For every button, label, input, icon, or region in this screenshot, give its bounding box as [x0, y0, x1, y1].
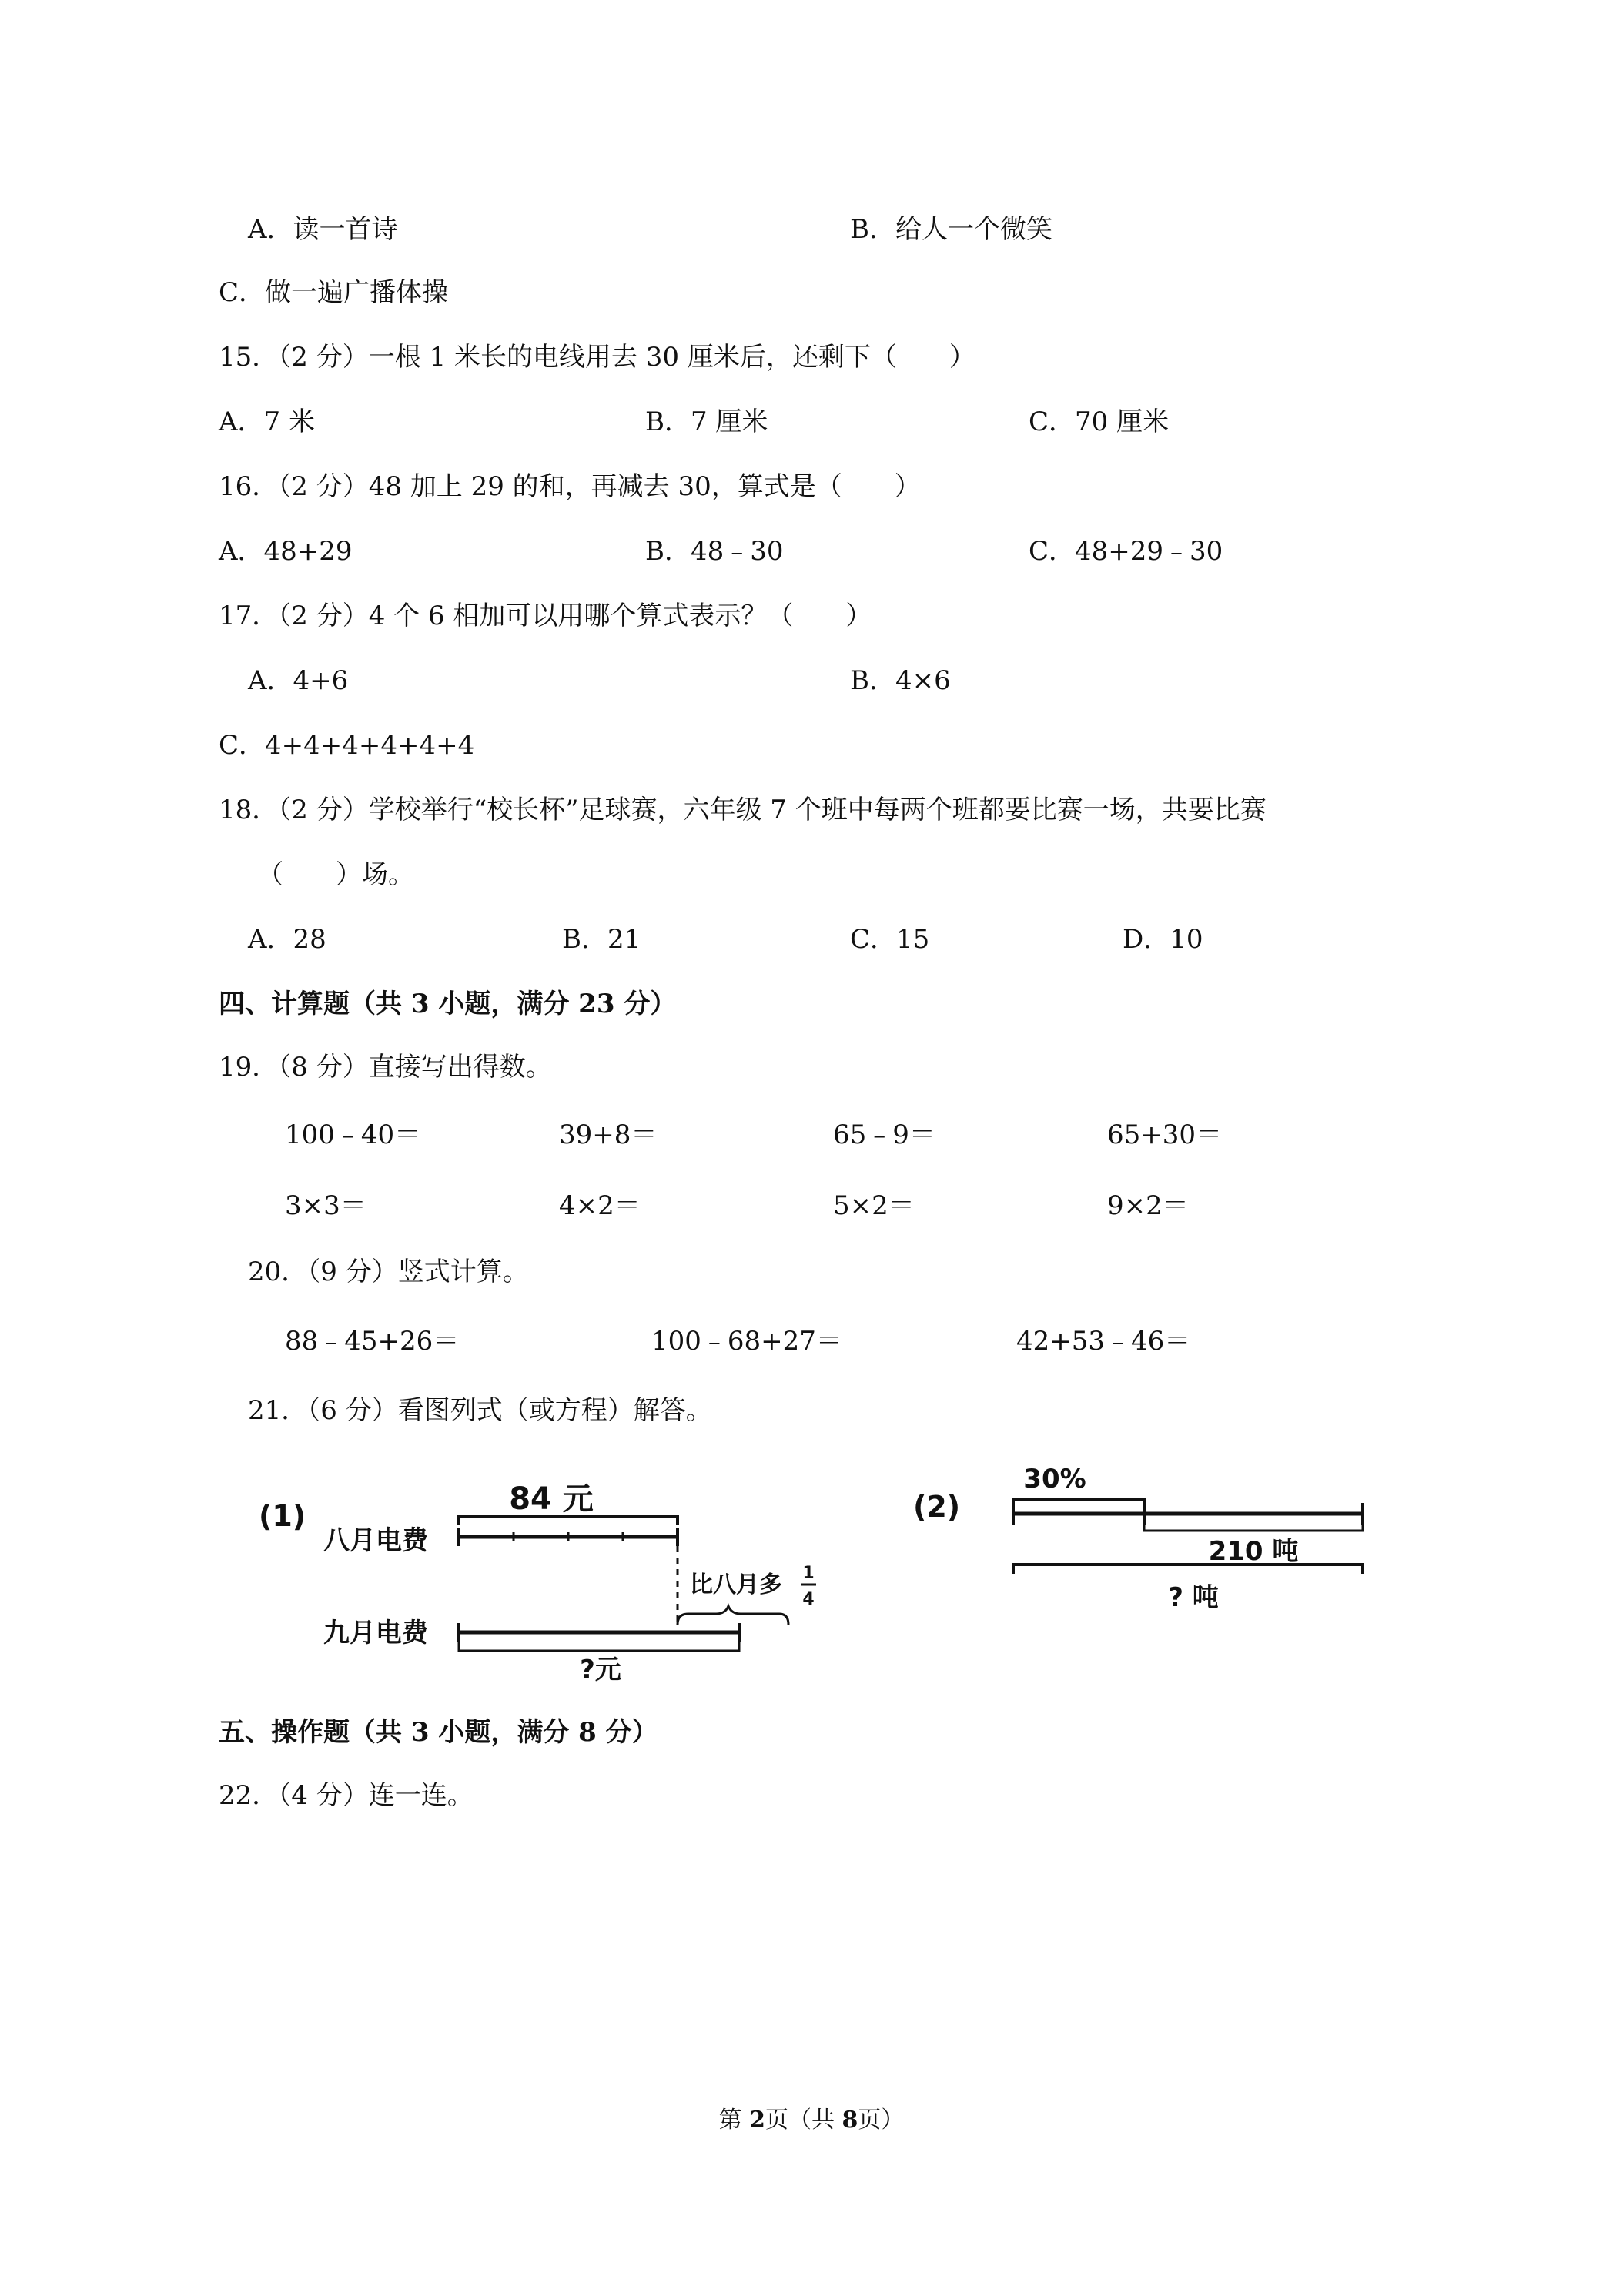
footer-prefix: 第 [718, 2107, 750, 2134]
q20-stem: 20．（9 分）竖式计算。 [248, 1257, 529, 1287]
page-footer [0, 2105, 1623, 2136]
q18-option-b: B．21 [562, 924, 641, 955]
q19-item: 65+30＝ [1107, 1120, 1223, 1150]
q18-stem: 18．（2 分）学校举行“校长杯”足球赛，六年级 7 个班中每两个班都要比赛一场，共要比赛 [219, 795, 1267, 825]
q18-stem-continued: （ ）场。 [257, 859, 414, 890]
footer-page-number: 2 [749, 2107, 765, 2134]
figure-1-fraction-denominator: 4 [802, 1590, 815, 1609]
figure-1-bottom-label: ?元 [580, 1655, 621, 1685]
q21-figure-1 [246, 1463, 847, 1686]
q19-item: 65﹣9＝ [833, 1120, 935, 1150]
q17-option-b: B．4×6 [850, 665, 951, 696]
figure-1-september-label: 九月电费 [323, 1618, 428, 1648]
q20-item: 100﹣68+27＝ [651, 1326, 842, 1357]
q17-option-c: C．4+4+4+4+4+4 [219, 730, 475, 761]
q19-item: 3×3＝ [285, 1190, 366, 1221]
q22-stem: 22．（4 分）连一连。 [219, 1780, 474, 1811]
figure-2-bottom-label: ? 吨 [1168, 1582, 1219, 1613]
figure-1-august-label: 八月电费 [323, 1525, 428, 1556]
q15-option-c: C．70 厘米 [1029, 407, 1170, 437]
section-5-title: 五、操作题（共 3 小题，满分 8 分） [219, 1717, 658, 1748]
q17-option-a: A．4+6 [248, 665, 349, 696]
q15-stem: 15．（2 分）一根 1 米长的电线用去 30 厘米后，还剩下（ ） [219, 342, 975, 373]
q19-item: 39+8＝ [559, 1120, 658, 1150]
section-4-title: 四、计算题（共 3 小题，满分 23 分） [219, 989, 677, 1019]
figure-1-top-label: 84 元 [509, 1481, 594, 1517]
q21-figure-2 [909, 1455, 1386, 1632]
q20-item: 88﹣45+26＝ [285, 1326, 460, 1357]
q16-stem: 16．（2 分）48 加上 29 的和，再减去 30，算式是（ ） [219, 471, 921, 502]
q16-option-a: A．48+29 [219, 536, 353, 567]
figure-2-mid-label: 210 吨 [1208, 1536, 1299, 1567]
q19-item: 5×2＝ [833, 1190, 915, 1221]
q19-stem: 19．（8 分）直接写出得数。 [219, 1052, 552, 1083]
q19-item: 4×2＝ [559, 1190, 641, 1221]
q20-item: 42+53﹣46＝ [1016, 1326, 1191, 1357]
figure-2-top-label: 30% [1023, 1464, 1086, 1494]
footer-mid: 页（共 [765, 2107, 842, 2134]
figure-1-fraction-numerator: 1 [802, 1564, 815, 1583]
q19-item: 100﹣40＝ [285, 1120, 421, 1150]
q14-option-a: A．读一首诗 [248, 214, 398, 245]
q15-option-b: B．7 厘米 [645, 407, 768, 437]
q14-option-c: C．做一遍广播体操 [219, 277, 449, 308]
footer-total-pages: 8 [842, 2107, 858, 2134]
figure-1-number: (1) [259, 1499, 306, 1533]
q15-option-a: A．7 米 [219, 407, 315, 437]
q14-option-b: B．给人一个微笑 [850, 214, 1052, 245]
q18-option-a: A．28 [248, 924, 326, 955]
footer-suffix: 页） [858, 2107, 905, 2134]
figure-1-more-label: 比八月多 [690, 1571, 782, 1598]
q16-option-b: B．48﹣30 [645, 536, 784, 567]
q19-item: 9×2＝ [1107, 1190, 1189, 1221]
q21-stem: 21．（6 分）看图列式（或方程）解答。 [248, 1395, 712, 1426]
q18-option-c: C．15 [850, 924, 930, 955]
figure-2-number: (2) [913, 1490, 961, 1524]
q18-option-d: D．10 [1123, 924, 1203, 955]
q16-option-c: C．48+29﹣30 [1029, 536, 1223, 567]
q17-stem: 17．（2 分）4 个 6 相加可以用哪个算式表示？（ ） [219, 601, 872, 631]
